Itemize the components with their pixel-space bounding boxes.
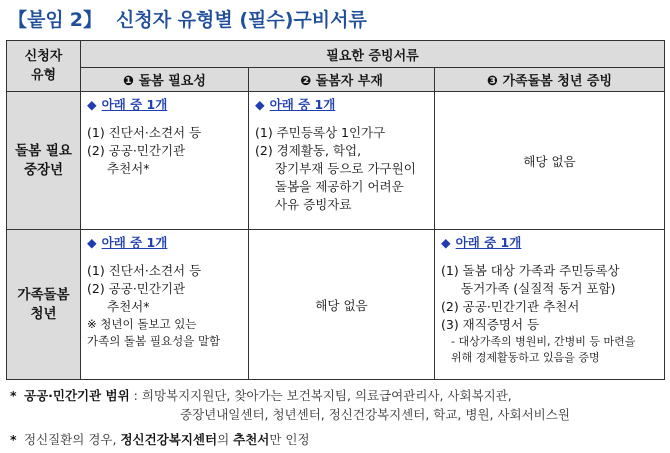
- list-item: 돌봄을 제공하기 어려운: [275, 179, 404, 194]
- footnote-institution-scope: [10, 386, 665, 405]
- footnotes: [10, 386, 665, 449]
- list-item: - 대상가족의 병원비, 간병비 등 마련을: [451, 335, 636, 348]
- row-label-family-care-youth: 가족돌봄 청년: [7, 230, 81, 380]
- document-title: [8, 6, 367, 34]
- applicant-type-header: 신청자 유형: [7, 41, 81, 92]
- list-item: 사유 증빙자료: [275, 197, 352, 212]
- title-number: 2: [69, 9, 83, 31]
- column-header-youth-proof: ❸ 가족돌봄 청년 증빙: [435, 68, 665, 92]
- list-item: (2) 공공·민간기관: [87, 281, 186, 296]
- diamond-icon: ◆: [441, 235, 451, 250]
- table-row: [7, 230, 665, 380]
- footnote-mental-illness: [10, 430, 665, 449]
- list-item: (2) 경제활동, 학업,: [255, 143, 362, 158]
- cell-middle-aged-caregiver-absence: [249, 92, 435, 230]
- footnote-star: *: [10, 432, 17, 447]
- footnote-bold-center: 정신건강복지센터: [120, 432, 218, 447]
- list-item: (1) 진단서·소견서 등: [87, 263, 202, 278]
- list-item: 추천서*: [107, 299, 150, 314]
- title-label: 붙임: [27, 9, 64, 31]
- row-label-middle-aged: 돌봄 필요 중장년: [7, 92, 81, 230]
- footnote-post: 만 인정: [269, 432, 310, 447]
- table-row: [7, 92, 665, 230]
- column-header-caregiver-absence: ❷ 돌봄자 부재: [249, 68, 435, 92]
- footnote-key: 공공·민간기관 범위: [24, 388, 130, 403]
- diamond-icon: ◆: [255, 97, 265, 112]
- list-item: 위해 경제활동하고 있음을 증명: [451, 351, 600, 364]
- list-item: 가족의 돌봄 필요성을 말함: [87, 334, 221, 348]
- footnote-text-line1: 희망복지지원단, 찾아가는 보건복지팀, 의료급여관리사, 사회복지관,: [141, 388, 512, 403]
- cell-subheading: 아래 중 1개: [455, 235, 522, 250]
- title-bracket-open: 【: [8, 9, 28, 31]
- list-item: (1) 진단서·소견서 등: [87, 125, 202, 140]
- list-item: 동거가족 (실질적 동거 포함): [461, 281, 616, 296]
- required-docs-header: 필요한 증빙서류: [81, 41, 665, 68]
- required-documents-table: [6, 40, 665, 380]
- footnote-mid: 의: [217, 432, 234, 447]
- cell-youth-proof: [435, 230, 665, 380]
- list-item: 장기부재 등으로 가구원이: [275, 161, 416, 176]
- footnote-bold-recommendation: 추천서: [233, 432, 270, 447]
- footnote-star: *: [10, 388, 17, 403]
- footnote-text-line2: 중장년내일센터, 청년센터, 정신건강복지센터, 학교, 병원, 사회서비스원: [180, 407, 570, 422]
- diamond-icon: ◆: [87, 235, 97, 250]
- cell-subheading: 아래 중 1개: [101, 97, 168, 112]
- cell-middle-aged-care-need: [81, 92, 249, 230]
- list-item: (2) 공공·민간기관: [87, 143, 186, 158]
- list-item: (1) 돌봄 대상 가족과 주민등록상: [441, 263, 620, 278]
- diamond-icon: ◆: [87, 97, 97, 112]
- list-item: 추천서*: [107, 161, 150, 176]
- footnote-pre: 정신질환의 경우,: [24, 432, 121, 447]
- footnote-separator: :: [129, 388, 142, 403]
- list-item: (3) 재직증명서 등: [441, 317, 540, 332]
- title-text: 신청자 유형별 (필수)구비서류: [115, 9, 367, 31]
- list-item: (1) 주민등록상 1인가구: [255, 125, 386, 140]
- list-item: (2) 공공·민간기관 추천서: [441, 299, 580, 314]
- cell-middle-aged-youth-proof: 해당 없음: [435, 92, 665, 230]
- cell-subheading: 아래 중 1개: [101, 235, 168, 250]
- cell-youth-caregiver-absence: 해당 없음: [249, 230, 435, 380]
- list-item: ※ 청년이 돌보고 있는: [87, 317, 197, 331]
- cell-subheading: 아래 중 1개: [269, 97, 336, 112]
- title-bracket-close: 】: [82, 9, 102, 31]
- column-header-care-need: ❶ 돌봄 필요성: [81, 68, 249, 92]
- cell-youth-care-need: [81, 230, 249, 380]
